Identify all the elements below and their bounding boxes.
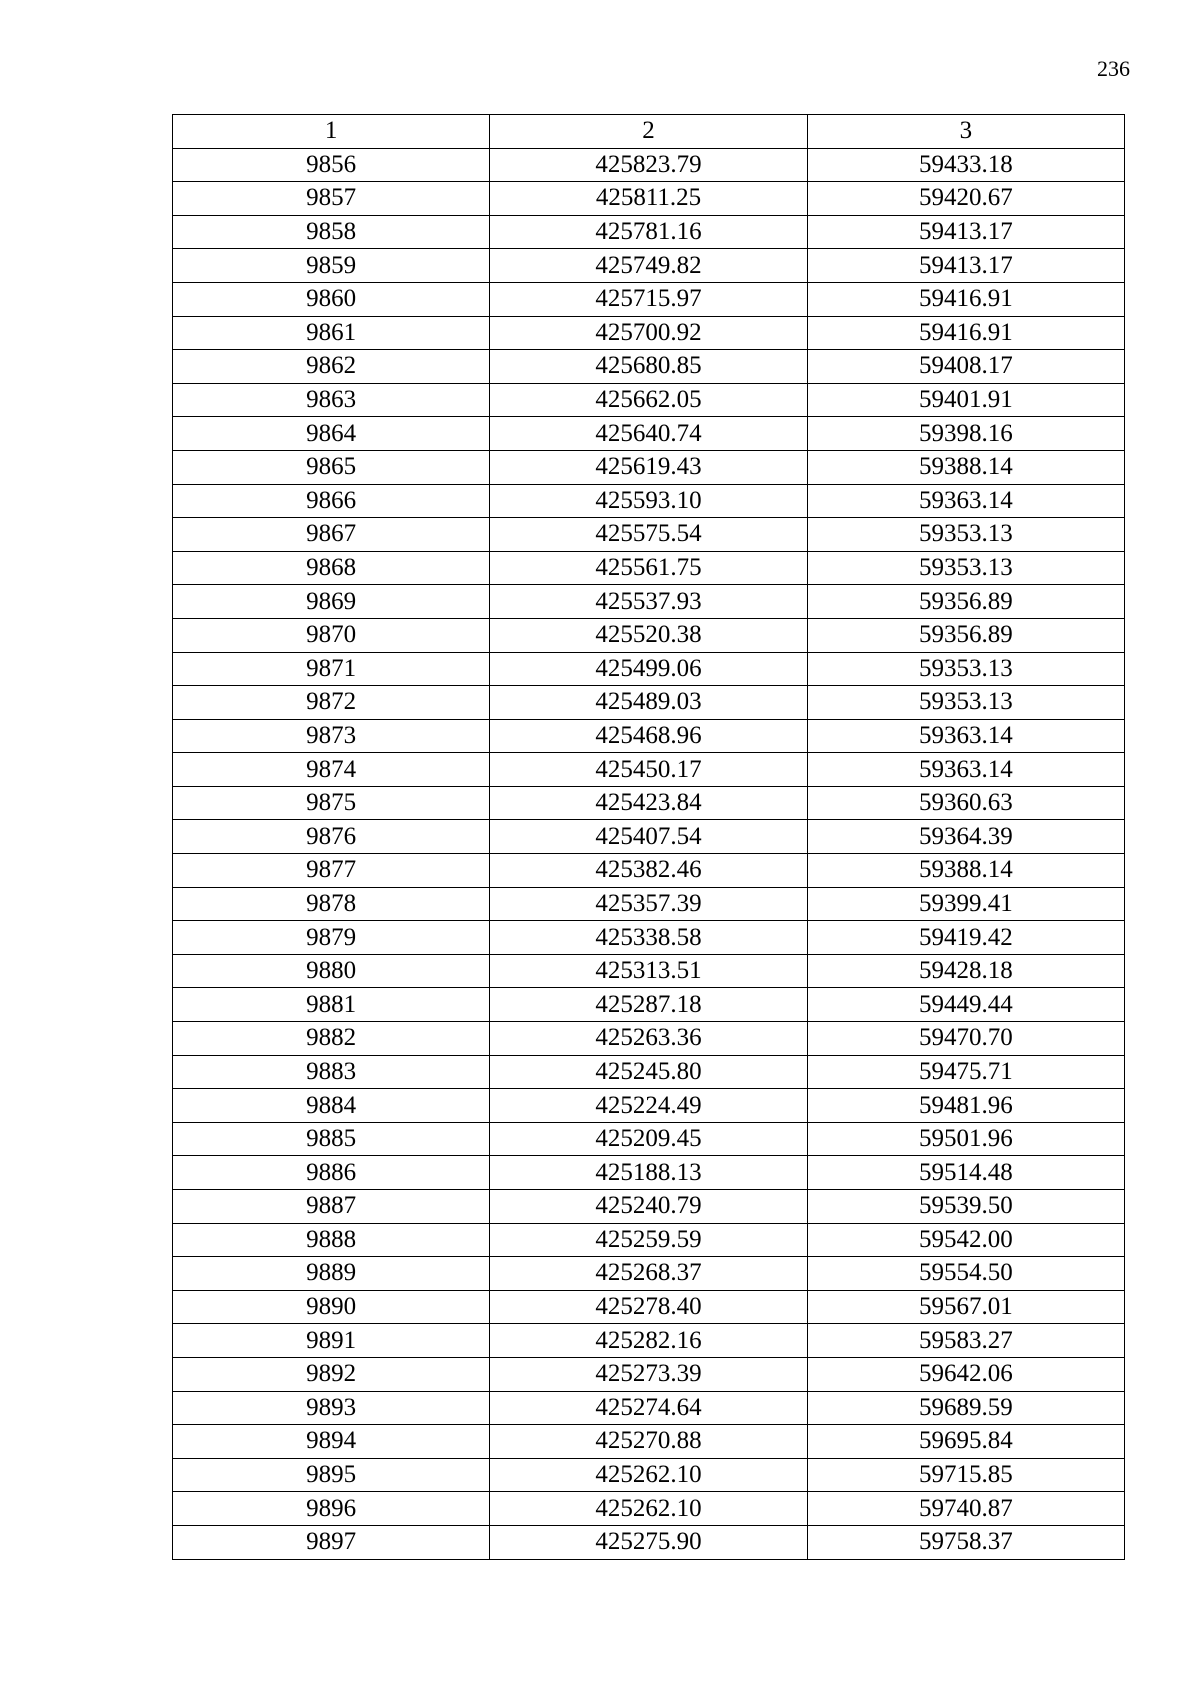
table-cell-col-1: 9877 <box>173 854 490 888</box>
table-cell-col-1: 9886 <box>173 1156 490 1190</box>
table-row <box>173 618 1125 652</box>
table-cell-col-1: 9876 <box>173 820 490 854</box>
table-row <box>173 1357 1125 1391</box>
table-cell-col-2: 425278.40 <box>490 1290 807 1324</box>
page-number: 236 <box>1097 56 1130 81</box>
table-row <box>173 215 1125 249</box>
table-cell-col-2: 425259.59 <box>490 1223 807 1257</box>
table-cell-col-3: 59413.17 <box>807 249 1124 283</box>
table-cell-col-2: 425382.46 <box>490 854 807 888</box>
table-row <box>173 719 1125 753</box>
table-row <box>173 1089 1125 1123</box>
table-cell-col-2: 425811.25 <box>490 182 807 216</box>
table-cell-col-2: 425282.16 <box>490 1324 807 1358</box>
table-cell-col-3: 59398.16 <box>807 417 1124 451</box>
table-row <box>173 686 1125 720</box>
table-cell-col-2: 425680.85 <box>490 350 807 384</box>
table-cell-col-3: 59583.27 <box>807 1324 1124 1358</box>
table-cell-col-2: 425274.64 <box>490 1391 807 1425</box>
table-cell-col-1: 9875 <box>173 786 490 820</box>
column-header-2: 2 <box>490 115 807 149</box>
table-cell-col-1: 9873 <box>173 719 490 753</box>
table-cell-col-1: 9869 <box>173 585 490 619</box>
table-cell-col-1: 9867 <box>173 518 490 552</box>
header-row <box>173 115 1125 149</box>
table-cell-col-2: 425450.17 <box>490 753 807 787</box>
table-cell-col-2: 425270.88 <box>490 1425 807 1459</box>
table-cell-col-1: 9871 <box>173 652 490 686</box>
table-row <box>173 887 1125 921</box>
table-cell-col-1: 9872 <box>173 686 490 720</box>
table-row <box>173 786 1125 820</box>
table-cell-col-2: 425468.96 <box>490 719 807 753</box>
table-cell-col-3: 59514.48 <box>807 1156 1124 1190</box>
table-cell-col-1: 9881 <box>173 988 490 1022</box>
table-cell-col-1: 9863 <box>173 383 490 417</box>
table-cell-col-1: 9894 <box>173 1425 490 1459</box>
table-cell-col-3: 59481.96 <box>807 1089 1124 1123</box>
table-cell-col-1: 9874 <box>173 753 490 787</box>
table-row <box>173 1492 1125 1526</box>
table-cell-col-2: 425263.36 <box>490 1022 807 1056</box>
table-row <box>173 753 1125 787</box>
table-cell-col-3: 59689.59 <box>807 1391 1124 1425</box>
table-cell-col-3: 59408.17 <box>807 350 1124 384</box>
table-cell-col-3: 59642.06 <box>807 1357 1124 1391</box>
table-cell-col-3: 59470.70 <box>807 1022 1124 1056</box>
table-cell-col-1: 9861 <box>173 316 490 350</box>
table-cell-col-1: 9896 <box>173 1492 490 1526</box>
table-cell-col-3: 59758.37 <box>807 1525 1124 1559</box>
table-cell-col-1: 9889 <box>173 1257 490 1291</box>
table-cell-col-1: 9891 <box>173 1324 490 1358</box>
table-cell-col-2: 425357.39 <box>490 887 807 921</box>
table-cell-col-3: 59416.91 <box>807 282 1124 316</box>
table-cell-col-1: 9883 <box>173 1055 490 1089</box>
table-cell-col-3: 59360.63 <box>807 786 1124 820</box>
table-cell-col-3: 59475.71 <box>807 1055 1124 1089</box>
table-row <box>173 1257 1125 1291</box>
table-cell-col-1: 9888 <box>173 1223 490 1257</box>
table-cell-col-2: 425262.10 <box>490 1492 807 1526</box>
table-row <box>173 954 1125 988</box>
table-cell-col-1: 9860 <box>173 282 490 316</box>
table-cell-col-2: 425561.75 <box>490 551 807 585</box>
table-cell-col-2: 425273.39 <box>490 1357 807 1391</box>
table-cell-col-3: 59388.14 <box>807 450 1124 484</box>
table-cell-col-1: 9859 <box>173 249 490 283</box>
table-row <box>173 1223 1125 1257</box>
table-cell-col-1: 9887 <box>173 1190 490 1224</box>
table-cell-col-1: 9856 <box>173 148 490 182</box>
table-row <box>173 988 1125 1022</box>
table-cell-col-3: 59542.00 <box>807 1223 1124 1257</box>
table-row <box>173 1290 1125 1324</box>
table-cell-col-3: 59501.96 <box>807 1122 1124 1156</box>
table-cell-col-3: 59363.14 <box>807 753 1124 787</box>
table-row <box>173 282 1125 316</box>
coordinates-table <box>172 114 1125 1560</box>
table-cell-col-1: 9862 <box>173 350 490 384</box>
table-cell-col-3: 59353.13 <box>807 686 1124 720</box>
table-cell-col-3: 59413.17 <box>807 215 1124 249</box>
table-cell-col-3: 59715.85 <box>807 1458 1124 1492</box>
table-row <box>173 182 1125 216</box>
table-row <box>173 1458 1125 1492</box>
table-cell-col-2: 425715.97 <box>490 282 807 316</box>
table-cell-col-3: 59695.84 <box>807 1425 1124 1459</box>
table-row <box>173 1156 1125 1190</box>
table-cell-col-3: 59420.67 <box>807 182 1124 216</box>
table-cell-col-2: 425700.92 <box>490 316 807 350</box>
table-row <box>173 1324 1125 1358</box>
table-cell-col-2: 425749.82 <box>490 249 807 283</box>
table-row <box>173 1525 1125 1559</box>
table-cell-col-2: 425537.93 <box>490 585 807 619</box>
table-row <box>173 551 1125 585</box>
table-cell-col-2: 425407.54 <box>490 820 807 854</box>
table-cell-col-1: 9882 <box>173 1022 490 1056</box>
table-cell-col-2: 425268.37 <box>490 1257 807 1291</box>
column-header-1: 1 <box>173 115 490 149</box>
table-cell-col-3: 59419.42 <box>807 921 1124 955</box>
table-cell-col-3: 59401.91 <box>807 383 1124 417</box>
table-cell-col-3: 59567.01 <box>807 1290 1124 1324</box>
table-cell-col-3: 59740.87 <box>807 1492 1124 1526</box>
table-row <box>173 1190 1125 1224</box>
table-cell-col-1: 9879 <box>173 921 490 955</box>
table-cell-col-1: 9870 <box>173 618 490 652</box>
table-cell-col-1: 9866 <box>173 484 490 518</box>
table-cell-col-3: 59356.89 <box>807 618 1124 652</box>
table-cell-col-2: 425575.54 <box>490 518 807 552</box>
table-cell-col-3: 59363.14 <box>807 484 1124 518</box>
table-cell-col-1: 9868 <box>173 551 490 585</box>
table-cell-col-2: 425823.79 <box>490 148 807 182</box>
table-cell-col-3: 59428.18 <box>807 954 1124 988</box>
table-cell-col-2: 425188.13 <box>490 1156 807 1190</box>
table-cell-col-1: 9893 <box>173 1391 490 1425</box>
table-cell-col-2: 425209.45 <box>490 1122 807 1156</box>
table-cell-col-2: 425313.51 <box>490 954 807 988</box>
table-row <box>173 249 1125 283</box>
table-cell-col-2: 425287.18 <box>490 988 807 1022</box>
table-row <box>173 854 1125 888</box>
table-row <box>173 652 1125 686</box>
table-cell-col-1: 9865 <box>173 450 490 484</box>
table-row <box>173 316 1125 350</box>
table-row <box>173 350 1125 384</box>
table-cell-col-3: 59554.50 <box>807 1257 1124 1291</box>
table-cell-col-2: 425640.74 <box>490 417 807 451</box>
table-row <box>173 450 1125 484</box>
table-cell-col-1: 9885 <box>173 1122 490 1156</box>
table-cell-col-1: 9880 <box>173 954 490 988</box>
table-cell-col-3: 59353.13 <box>807 518 1124 552</box>
table-row <box>173 921 1125 955</box>
table-cell-col-2: 425224.49 <box>490 1089 807 1123</box>
table-cell-col-2: 425423.84 <box>490 786 807 820</box>
table-cell-col-3: 59433.18 <box>807 148 1124 182</box>
table-cell-col-3: 59399.41 <box>807 887 1124 921</box>
table-cell-col-3: 59356.89 <box>807 585 1124 619</box>
table-cell-col-2: 425489.03 <box>490 686 807 720</box>
column-header-3: 3 <box>807 115 1124 149</box>
table-row <box>173 518 1125 552</box>
table-cell-col-1: 9878 <box>173 887 490 921</box>
table-cell-col-1: 9897 <box>173 1525 490 1559</box>
table-cell-col-2: 425245.80 <box>490 1055 807 1089</box>
table-cell-col-1: 9895 <box>173 1458 490 1492</box>
table-row <box>173 417 1125 451</box>
table-cell-col-1: 9884 <box>173 1089 490 1123</box>
table-cell-col-2: 425593.10 <box>490 484 807 518</box>
table-cell-col-1: 9858 <box>173 215 490 249</box>
table-row <box>173 820 1125 854</box>
table-header <box>173 115 1125 149</box>
table-cell-col-3: 59364.39 <box>807 820 1124 854</box>
table-row <box>173 484 1125 518</box>
table-row <box>173 148 1125 182</box>
table-cell-col-2: 425338.58 <box>490 921 807 955</box>
table-cell-col-1: 9864 <box>173 417 490 451</box>
table-cell-col-1: 9857 <box>173 182 490 216</box>
table-cell-col-3: 59353.13 <box>807 652 1124 686</box>
table-cell-col-2: 425520.38 <box>490 618 807 652</box>
table-cell-col-2: 425662.05 <box>490 383 807 417</box>
table-cell-col-2: 425781.16 <box>490 215 807 249</box>
table-row <box>173 1425 1125 1459</box>
table-cell-col-3: 59416.91 <box>807 316 1124 350</box>
table-cell-col-3: 59539.50 <box>807 1190 1124 1224</box>
table-cell-col-2: 425262.10 <box>490 1458 807 1492</box>
table-cell-col-1: 9890 <box>173 1290 490 1324</box>
table-cell-col-3: 59363.14 <box>807 719 1124 753</box>
table-cell-col-2: 425275.90 <box>490 1525 807 1559</box>
table-row <box>173 585 1125 619</box>
table-row <box>173 1022 1125 1056</box>
table-cell-col-2: 425499.06 <box>490 652 807 686</box>
table-cell-col-2: 425240.79 <box>490 1190 807 1224</box>
table-cell-col-3: 59388.14 <box>807 854 1124 888</box>
table-row <box>173 383 1125 417</box>
table-body <box>173 148 1125 1559</box>
table-row <box>173 1391 1125 1425</box>
table-cell-col-3: 59353.13 <box>807 551 1124 585</box>
table-cell-col-2: 425619.43 <box>490 450 807 484</box>
table-row <box>173 1055 1125 1089</box>
table-row <box>173 1122 1125 1156</box>
table-cell-col-3: 59449.44 <box>807 988 1124 1022</box>
table-cell-col-1: 9892 <box>173 1357 490 1391</box>
